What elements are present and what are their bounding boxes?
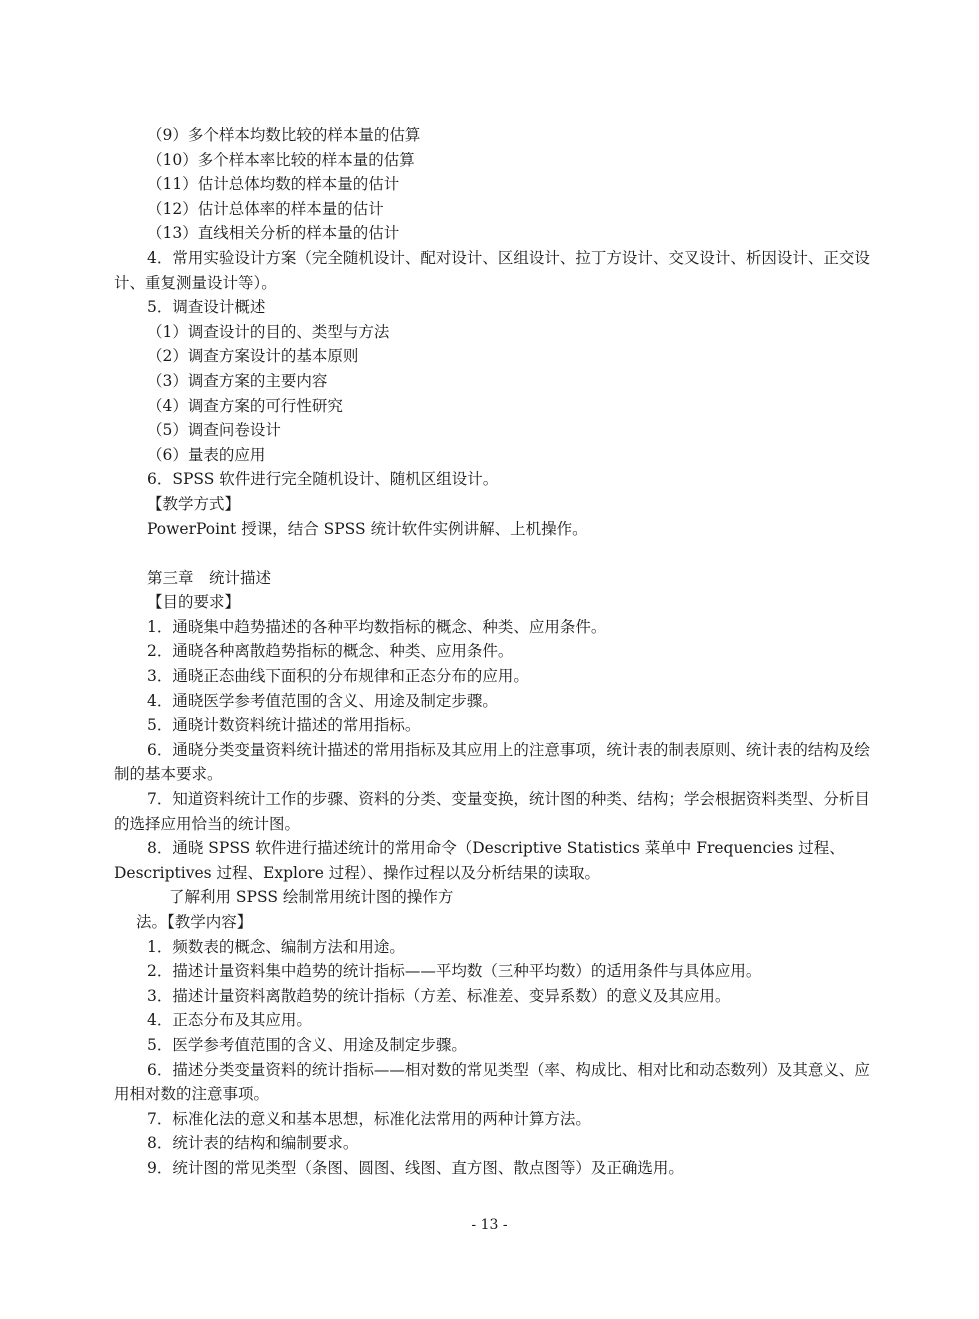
list-item: （4）调查方案的可行性研究 (147, 396, 343, 415)
list-item: 7．标准化法的意义和基本思想，标准化法常用的两种计算方法。 (147, 1109, 591, 1128)
paragraph-goal-6: 6．通晓分类变量资料统计描述的常用指标及其应用上的注意事项，统计表的制表原则、统计表的结构及绘制的基本要求。 (114, 740, 870, 784)
list-item: 1．频数表的概念、编制方法和用途。 (147, 937, 405, 956)
list-item: 6．SPSS 软件进行完全随机设计、随机区组设计。 (147, 470, 499, 489)
list-item: 1．通晓集中趋势描述的各种平均数指标的概念、种类、应用条件。 (147, 617, 607, 636)
list-item: 2．通晓各种离散趋势指标的概念、种类、应用条件。 (147, 642, 514, 661)
list-item: 9．统计图的常见类型（条图、圆图、线图、直方图、散点图等）及正确选用。 (147, 1158, 684, 1177)
list-item: （1）调查设计的目的、类型与方法 (147, 322, 390, 341)
list-item: （9）多个样本均数比较的样本量的估算 (147, 126, 421, 144)
list-item: 3．通晓正态曲线下面积的分布规律和正态分布的应用。 (147, 667, 529, 686)
list-item: （3）调查方案的主要内容 (147, 371, 328, 390)
list-item: （13）直线相关分析的样本量的估计 (147, 224, 400, 243)
list-item: 5．通晓计数资料统计描述的常用指标。 (147, 716, 421, 735)
list-item: PowerPoint 授课，结合 SPSS 统计软件实例讲解、上机操作。 (147, 519, 588, 538)
list-item: 3．描述计量资料离散趋势的统计指标（方差、标准差、变异系数）的意义及其应用。 (147, 986, 731, 1005)
list-item: 4．正态分布及其应用。 (147, 1011, 312, 1030)
section-heading-teaching-method: 【教学方式】 (147, 494, 241, 513)
list-item: （12）估计总体率的样本量的估计 (147, 199, 384, 218)
section-heading-contents: 法。【教学内容】 (136, 913, 253, 931)
list-item: （10）多个样本率比较的样本量的估算 (147, 150, 415, 169)
paragraph-goal-8: 8．通晓 SPSS 软件进行描述统计的常用命令（Descriptive Statistics 菜单中 Frequencies 过程、Descriptives 过程、Explore 过程）、操作过程以及分析结果的读取。 (114, 839, 845, 882)
list-item: 5．调查设计概述 (147, 298, 266, 317)
list-item: （11）估计总体均数的样本量的估计 (147, 175, 400, 194)
paragraph-spss-charts: 了解利用 SPSS 绘制常用统计图的操作方 (169, 888, 454, 907)
section-heading-goals: 【目的要求】 (147, 593, 241, 612)
paragraph-design-schemes: 4．常用实验设计方案（完全随机设计、配对设计、区组设计、拉丁方设计、交叉设计、析因设计、正交设计、重复测量设计等）。 (114, 248, 870, 292)
list-item: （2）调查方案设计的基本原则 (147, 347, 359, 366)
list-item: （6）量表的应用 (147, 445, 266, 464)
list-item: 5．医学参考值范围的含义、用途及制定步骤。 (147, 1035, 467, 1054)
page-content (114, 123, 874, 1181)
list-item: 2．描述计量资料集中趋势的统计指标——平均数（三种平均数）的适用条件与具体应用。 (147, 962, 762, 981)
page-number: - 13 - (471, 1217, 508, 1233)
list-item: （5）调查问卷设计 (147, 421, 281, 440)
chapter-title: 第三章 统计描述 (147, 568, 272, 587)
list-item: 4．通晓医学参考值范围的含义、用途及制定步骤。 (147, 691, 498, 710)
paragraph-content-6: 6．描述分类变量资料的统计指标——相对数的常见类型（率、构成比、相对比和动态数列）及其意义、应用相对数的注意事项。 (114, 1060, 870, 1104)
list-item: 8．统计表的结构和编制要求。 (147, 1134, 359, 1153)
spacer (114, 541, 874, 566)
paragraph-goal-7: 7．知道资料统计工作的步骤、资料的分类、变量变换，统计图的种类、结构；学会根据资料类型、分析目的选择应用恰当的统计图。 (114, 790, 870, 833)
